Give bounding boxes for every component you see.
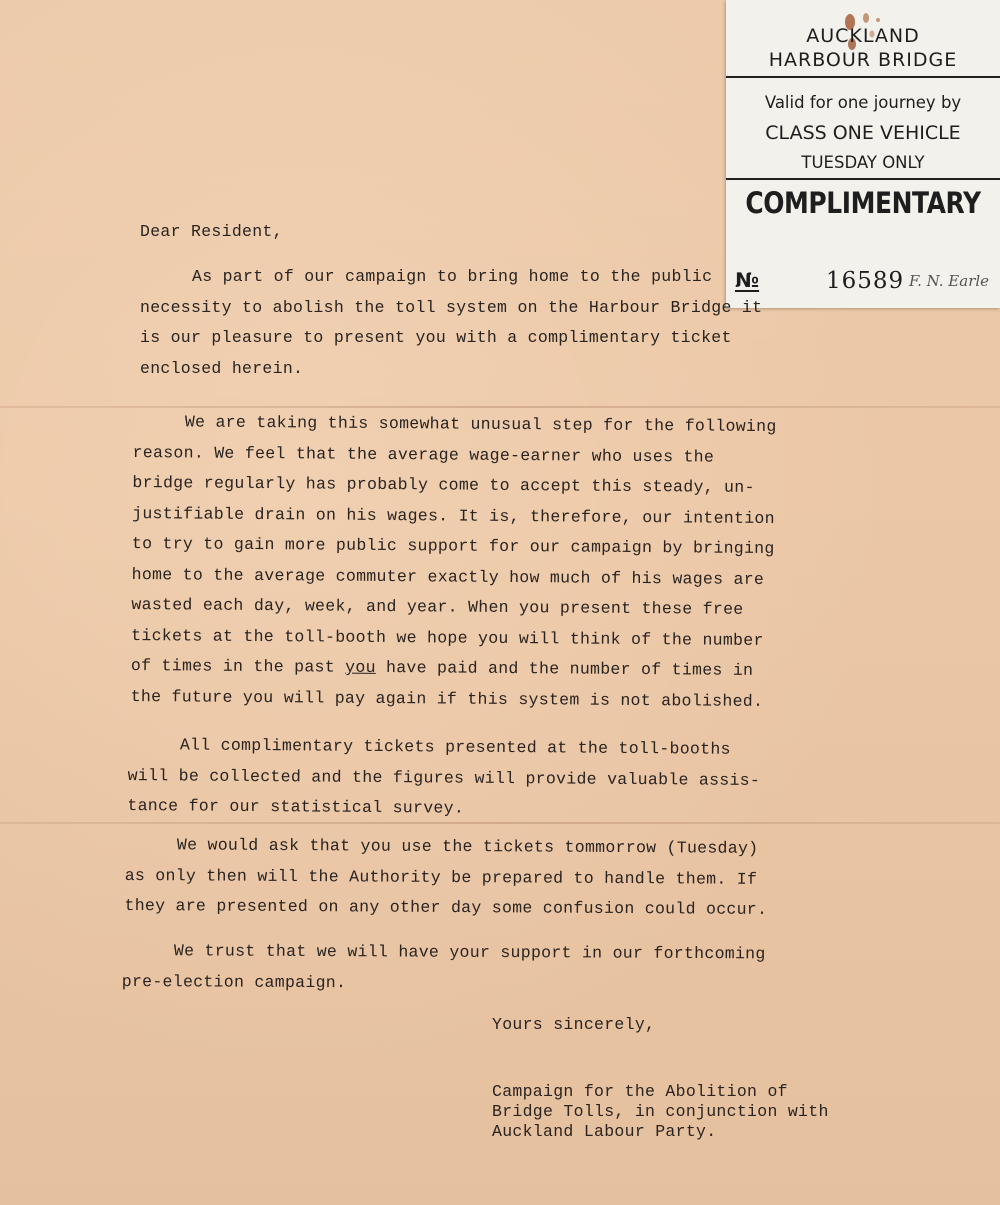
paragraph-line: reason. We feel that the average wage-earner who uses the — [132, 442, 715, 467]
paragraph-line: will be collected and the figures will provide valuable assis- — [127, 765, 761, 790]
paragraph-line: as only then will the Authority be prepared to handle them. If — [124, 865, 758, 889]
paragraph-line: is our pleasure to present you with a complimentary ticket — [140, 328, 732, 347]
ticket-vehicle-class: CLASS ONE VEHICLE — [765, 122, 961, 144]
signature-line: Auckland Labour Party. — [492, 1122, 717, 1141]
paragraph-line: the future you will pay again if this system is not abolished. — [130, 686, 764, 711]
letter-closing: Yours sincerely, — [492, 1015, 656, 1034]
paragraph-line: pre-election campaign. — [121, 971, 347, 992]
ticket-day: TUESDAY ONLY — [801, 153, 925, 172]
underlined-word: you — [345, 657, 376, 677]
ticket-heading — [726, 24, 1000, 72]
paragraph-5 — [122, 936, 766, 1000]
paragraph-line: We trust that we will have your support in our forthcoming — [173, 941, 766, 964]
paragraph-line: tickets at the toll-booth we hope you will think of the number — [131, 625, 764, 650]
ticket-divider-top — [726, 76, 1000, 78]
complimentary-ticket — [726, 0, 1000, 308]
paragraph-line: We are taking this somewhat unusual step for the following — [184, 412, 777, 437]
paragraph-line-underlined — [131, 651, 775, 687]
paragraph-4 — [124, 830, 767, 925]
letter-signature-block — [492, 1082, 829, 1142]
ticket-line-harbour-bridge: HARBOUR BRIDGE — [768, 49, 958, 71]
ticket-number-label: № — [735, 268, 760, 292]
signature-line: Bridge Tolls, in conjunction with — [492, 1102, 829, 1121]
ticket-validity — [726, 88, 1000, 178]
paragraph-line: necessity to abolish the toll system on the Harbour Bridge it — [140, 297, 763, 317]
paragraph-line: As part of our campaign to bring home to the public — [192, 267, 713, 286]
ticket-line-auckland: AUCKLAND — [806, 25, 920, 47]
paragraph-line: All complimentary tickets presented at the toll-booths — [179, 735, 731, 759]
paragraph-line: home to the average commuter exactly how much of his wages are — [131, 564, 765, 589]
paragraph-3 — [127, 730, 760, 826]
paragraph-line: enclosed herein. — [140, 358, 304, 378]
paragraph-line: to try to gain more public support for our campaign by bringing — [131, 533, 775, 559]
line-end: have paid and the number of times in — [385, 657, 754, 680]
ticket-signature: F. N. Earle — [909, 272, 990, 290]
ticket-serial-number: 16589 — [826, 268, 905, 294]
ticket-type-complimentary: COMPLIMENTARY — [745, 186, 981, 220]
paragraph-line: tance for our statistical survey. — [127, 795, 465, 818]
paragraph-line: justifiable drain on his wages. It is, therefore, our intention — [132, 503, 775, 528]
paragraph-line: We would ask that you use the tickets tommorrow (Tuesday) — [176, 835, 759, 858]
letter-greeting: Dear Resident, — [140, 222, 283, 241]
paragraph-1 — [140, 262, 762, 384]
signature-line: Campaign for the Abolition of — [492, 1082, 788, 1101]
line-start: of times in the past — [130, 655, 336, 677]
paragraph-line: they are presented on any other day some confusion could occur. — [124, 895, 768, 919]
paragraph-line: wasted each day, week, and year. When you present these free — [131, 594, 744, 619]
paragraph-2 — [131, 407, 777, 717]
ticket-valid-line: Valid for one journey by — [764, 93, 962, 112]
ticket-divider-bottom — [726, 178, 1000, 180]
paragraph-line: bridge regularly has probably come to accept this steady, un- — [132, 472, 755, 497]
